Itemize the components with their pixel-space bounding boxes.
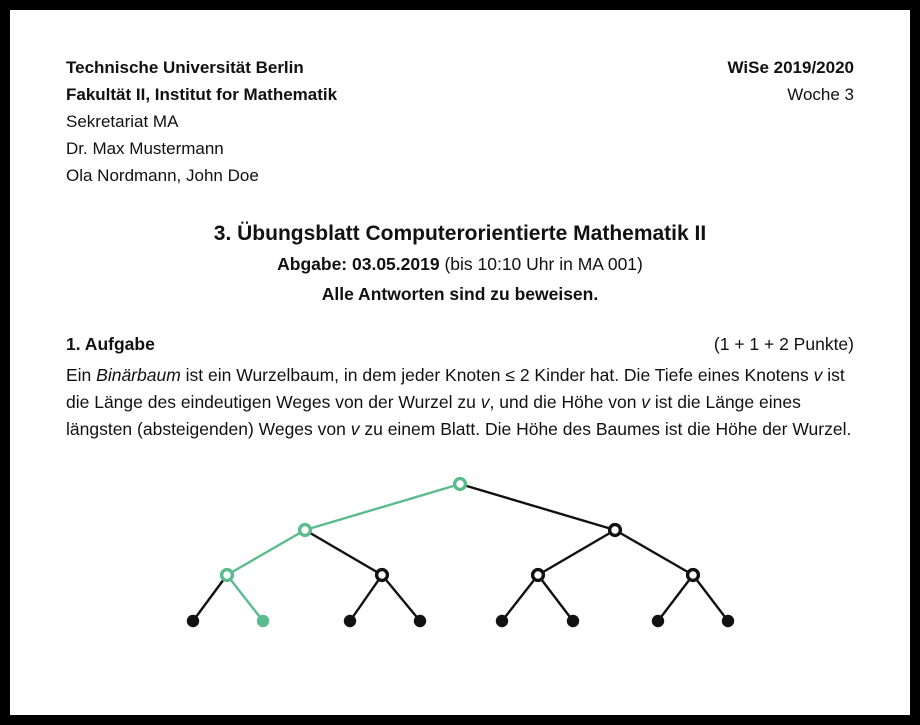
paragraph-text: ist die Länge eines längsten (absteigenden) Weges von [66,392,801,439]
task-paragraph [66,362,854,443]
lecturer-line: Dr. Max Mustermann [66,139,224,158]
header-left [66,54,337,189]
deadline-date: Abgabe: 03.05.2019 [277,254,440,274]
paragraph-text: zu einem Blatt. Die Höhe des Baumes ist die Höhe der Wurzel. [359,419,852,439]
italic-term: Binärbaum [96,365,181,385]
tree-edge [538,530,615,575]
header-right [728,54,855,189]
paragraph-text: ist ein Wurzelbaum, in dem jeder Knoten ≤ 2 Kinder hat. Die Tiefe eines Knotens [180,365,814,385]
tree-node [610,525,621,536]
semester-line: WiSe 2019/2020 [727,58,854,77]
paragraph-text: Ein [66,365,97,385]
tree-edge [615,530,693,575]
tree-node [652,615,664,627]
task-heading: 1. Aufgabe [66,334,155,354]
tree-node [377,570,388,581]
tree-edge [382,575,420,621]
tree-node [187,615,199,627]
tree-edge [658,575,693,621]
week-line: Woche 3 [787,85,854,104]
tree-node [414,615,426,627]
tree-node [455,479,466,490]
assistants-line: Ola Nordmann, John Doe [66,166,259,185]
task-row [66,331,854,358]
tree-edge [227,530,305,575]
tree-node [344,615,356,627]
tree-edge [502,575,538,621]
tree-edge [693,575,728,621]
university-name: Technische Universität Berlin [66,58,304,77]
binary-tree-diagram [150,469,770,639]
tree-edge [460,484,615,530]
tree-node [688,570,699,581]
tree-edge [227,575,263,621]
tree-edge [350,575,382,621]
exercise-sheet [10,10,910,715]
tree-node [257,615,269,627]
deadline-details: (bis 10:10 Uhr in MA 001) [439,254,643,274]
tree-wrap [150,469,770,639]
tree-edge [305,530,382,575]
paragraph-text: , und die Höhe von [489,392,642,412]
tree-edge [538,575,573,621]
italic-term: v [813,365,823,385]
italic-term: v [350,419,360,439]
deadline-line [66,249,854,279]
italic-term: v [480,392,490,412]
sheet-title: 3. Übungsblatt Computerorientierte Mathematik II [213,222,707,245]
tree-node [222,570,233,581]
task-points: (1 + 1 + 2 Punkte) [713,334,854,354]
tree-node [300,525,311,536]
proof-note: Alle Antworten sind zu beweisen. [321,284,599,304]
tree-edge [193,575,227,621]
secretariat-line: Sekretariat MA [66,112,179,131]
faculty-line: Fakultät II, Institut for Mathematik [66,85,338,104]
tree-node [722,615,734,627]
tree-node [533,570,544,581]
italic-term: v [641,392,651,412]
paragraph-text: ist die Länge des eindeutigen Weges von der Wurzel zu [66,365,845,412]
title-block [66,219,854,309]
header [66,54,854,189]
tree-edge [305,484,460,530]
tree-node [496,615,508,627]
tree-node [567,615,579,627]
